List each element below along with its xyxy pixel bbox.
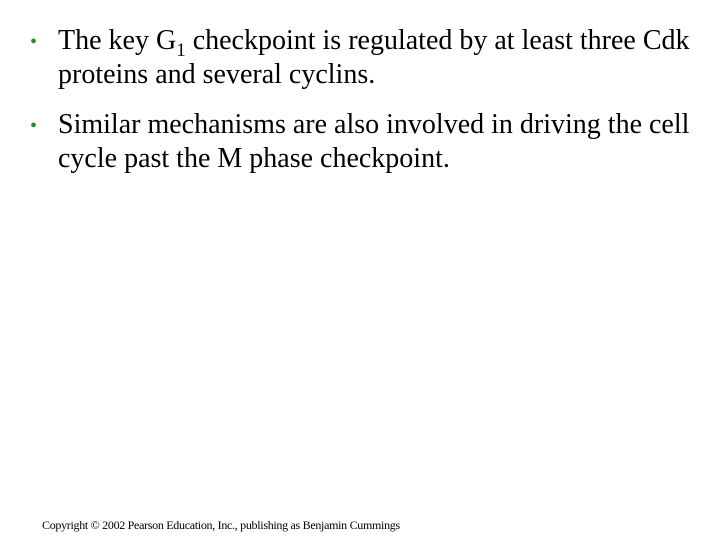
bullet-text-end: checkpoint is regulated by at least three Cdk proteins and several cyclins. — [58, 25, 690, 90]
copyright-footer: Copyright © 2002 Pearson Education, Inc., publishing as Benjamin Cummings — [42, 518, 400, 532]
bullet-item-g1-checkpoint — [0, 24, 720, 92]
bullet-dot-icon: • — [30, 115, 38, 137]
bullet-text: Similar mechanisms are also involved in driving the cell cycle past the M phase checkpoint. — [58, 109, 690, 174]
bullet-text — [58, 25, 690, 90]
bullet-item-m-phase — [0, 108, 720, 176]
bullet-text-start: The key G — [58, 25, 177, 56]
bullet-list — [0, 24, 720, 192]
subscript-one: 1 — [176, 40, 186, 61]
bullet-dot-icon: • — [30, 31, 38, 53]
